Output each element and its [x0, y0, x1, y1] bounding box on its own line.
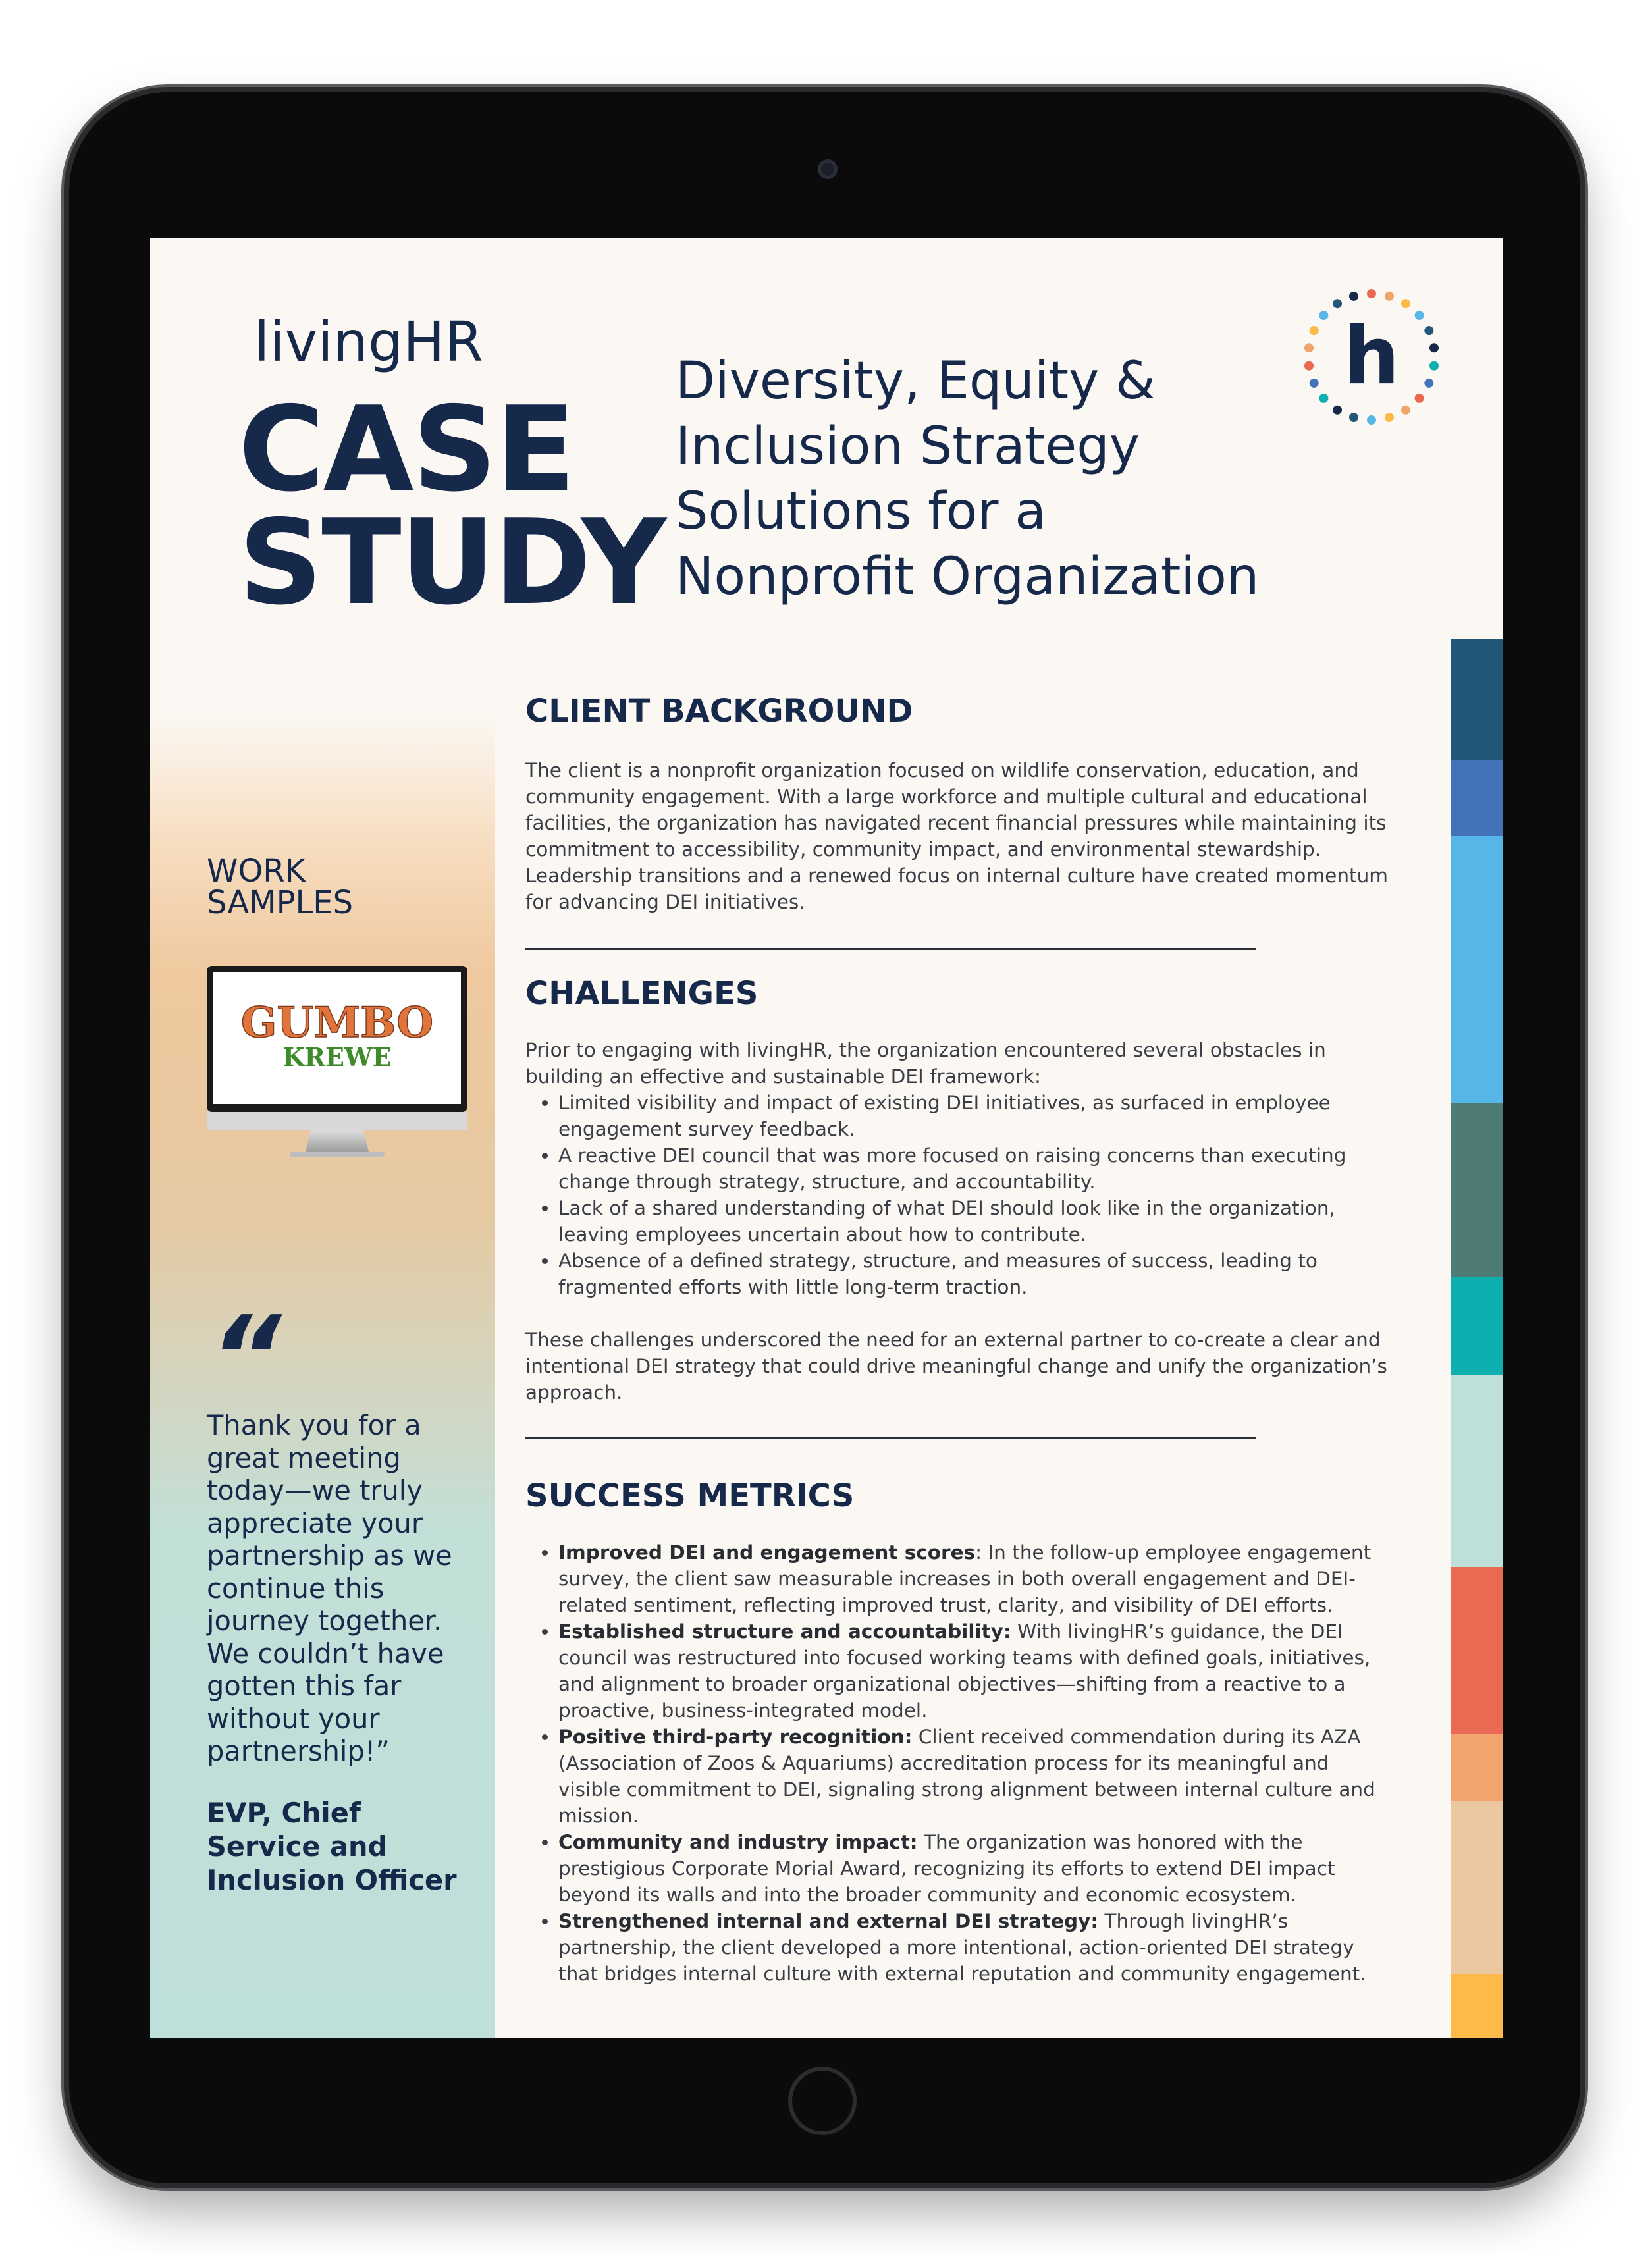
camera-icon	[818, 159, 838, 179]
logo-dot	[1415, 311, 1424, 320]
color-stripe	[1451, 1375, 1503, 1567]
metric-text: : In the follow-up employee engagement survey, the client saw measurable increases in both overall engagement and DEI-related sentiment, reflecting improved trust, clarity, and visibility of DEI efforts.	[558, 1541, 1372, 1616]
success-metrics-list	[525, 1539, 1395, 1987]
list-item	[558, 1618, 1395, 1724]
list-item: • Lack of a shared understanding of what DEI should look like in the organization, leaving employees uncertain about how to contribute.	[558, 1195, 1395, 1248]
list-item: • Limited visibility and impact of existing DEI initiatives, as surfaced in employee engagement survey feedback.	[558, 1090, 1395, 1142]
home-button[interactable]	[788, 2067, 857, 2135]
logo-dot	[1367, 289, 1376, 298]
livinghr-logo-icon	[1299, 284, 1444, 429]
metric-title: Strengthened internal and external DEI strategy:	[558, 1910, 1099, 1932]
section-heading-success-metrics: SUCCESS METRICS	[525, 1477, 855, 1514]
metric-title: Community and industry impact:	[558, 1831, 918, 1853]
section-heading-client-background: CLIENT BACKGROUND	[525, 693, 913, 729]
logo-dot	[1401, 299, 1410, 308]
work-sample-monitor[interactable]	[207, 966, 467, 1163]
work-samples-label: WORK SAMPLES	[207, 853, 354, 921]
logo-dot	[1401, 406, 1410, 415]
list-item	[558, 1829, 1395, 1908]
metric-text: With livingHR’s guidance, the DEI council was restructured into focused working teams with defined goals, initiatives, and alignment to broader organizational objectives—shifting from a reactive to a proactive, business-integrated model.	[558, 1620, 1371, 1722]
color-stripe	[1451, 1974, 1503, 2038]
logo-dot	[1424, 326, 1433, 335]
logo-dot	[1333, 406, 1342, 415]
section-divider	[525, 948, 1256, 950]
logo-dot	[1429, 343, 1439, 352]
color-stripe	[1451, 760, 1503, 836]
metric-text: The organization was honored with the prestigious Corporate Morial Award, recognizing its efforts to extend DEI impact beyond its walls and into the broader community and economic ecosystem.	[558, 1831, 1335, 1906]
color-stripe	[1451, 836, 1503, 1103]
metric-text: Client received commendation during its AZA (Association of Zoos & Aquariums) accreditation process for its meaningful and visible commitment to DEI, signaling strong alignment between internal culture and mission.	[558, 1726, 1375, 1827]
logo-dot	[1429, 361, 1439, 371]
client-background-text: The client is a nonprofit organization focused on wildlife conservation, education, and community engagement. With a large workforce and multiple cultural and educational facilities, the organization has navigated recent financial pressures while maintaining its commitment to accessibility, community impact, and environmental stewardship. Leadership transitions and a renewed focus on internal culture have created momentum for advancing DEI initiatives.	[525, 759, 1389, 913]
hero-line: Inclusion Strategy	[676, 417, 1140, 476]
hero-line: Nonprofit Organization	[676, 547, 1260, 606]
logo-dot	[1310, 379, 1319, 388]
color-stripe	[1451, 1103, 1503, 1277]
section-heading-challenges: CHALLENGES	[525, 975, 759, 1012]
list-item: • Absence of a defined strategy, structure, and measures of success, leading to fragmented efforts with little long-term traction.	[558, 1248, 1395, 1300]
testimonial-quote: Thank you for a great meeting today—we truly appreciate your partnership as we continue this journey together. We couldn’t have gotten this far without your partnership!”	[207, 1409, 452, 1767]
logo-dot	[1349, 292, 1358, 301]
color-stripe	[1451, 1277, 1503, 1375]
logo-dot	[1319, 311, 1328, 320]
hero-line: Diversity, Equity &	[676, 352, 1156, 411]
metric-title: Improved DEI and engagement scores	[558, 1541, 976, 1564]
hero-title	[676, 349, 1367, 610]
logo-dot	[1319, 394, 1328, 403]
logo-dot	[1415, 394, 1424, 403]
logo-dot	[1385, 292, 1394, 301]
title-line-1: CASE	[238, 381, 575, 517]
logo-dot	[1349, 413, 1358, 422]
logo-dot	[1310, 326, 1319, 335]
monitor-text-line2: KREWE	[282, 1042, 392, 1072]
document-page	[150, 238, 1503, 2038]
monitor-text-line1: GUMBO	[240, 998, 434, 1047]
brand-name: livingHR	[254, 309, 483, 374]
metric-title: Established structure and accountability:	[558, 1620, 1011, 1643]
logo-dot	[1304, 361, 1314, 371]
logo-dot	[1424, 379, 1433, 388]
challenges-intro: Prior to engaging with livingHR, the organization encountered several obstacles in building an effective and sustainable DEI framework:	[525, 1039, 1326, 1088]
logo-dot	[1367, 415, 1376, 425]
color-stripe	[1451, 1734, 1503, 1801]
color-stripe	[1451, 1801, 1503, 1974]
list-item	[558, 1539, 1395, 1618]
color-stripe	[1451, 1567, 1503, 1734]
hero-line: Solutions for a	[676, 482, 1047, 541]
logo-dot	[1304, 343, 1314, 352]
page-title	[238, 381, 665, 631]
testimonial-author: EVP, Chief Service and Inclusion Officer	[207, 1797, 457, 1896]
logo-dot	[1333, 299, 1342, 308]
title-line-2: STUDY	[238, 494, 665, 631]
challenges-list	[525, 1090, 1395, 1300]
metric-title: Positive third-party recognition:	[558, 1726, 913, 1748]
challenges-outro: These challenges underscored the need for an external partner to co-create a clear and intentional DEI strategy that could drive meaningful change and unify the organization’s approach.	[525, 1329, 1387, 1404]
list-item: • A reactive DEI council that was more focused on raising concerns than executing change through strategy, structure, and accountability.	[558, 1142, 1395, 1195]
color-stripes	[1451, 639, 1503, 2038]
logo-dot	[1385, 413, 1394, 422]
metric-text: Through livingHR’s partnership, the client developed a more intentional, action-oriented DEI strategy that bridges internal culture with external reputation and community engagement.	[558, 1910, 1366, 1985]
list-item	[558, 1908, 1395, 1987]
list-item	[558, 1724, 1395, 1829]
section-divider	[525, 1437, 1256, 1439]
quote-mark: “	[209, 1292, 282, 1423]
main-content	[525, 693, 1395, 1987]
logo-letter: h	[1343, 311, 1400, 402]
color-stripe	[1451, 639, 1503, 760]
